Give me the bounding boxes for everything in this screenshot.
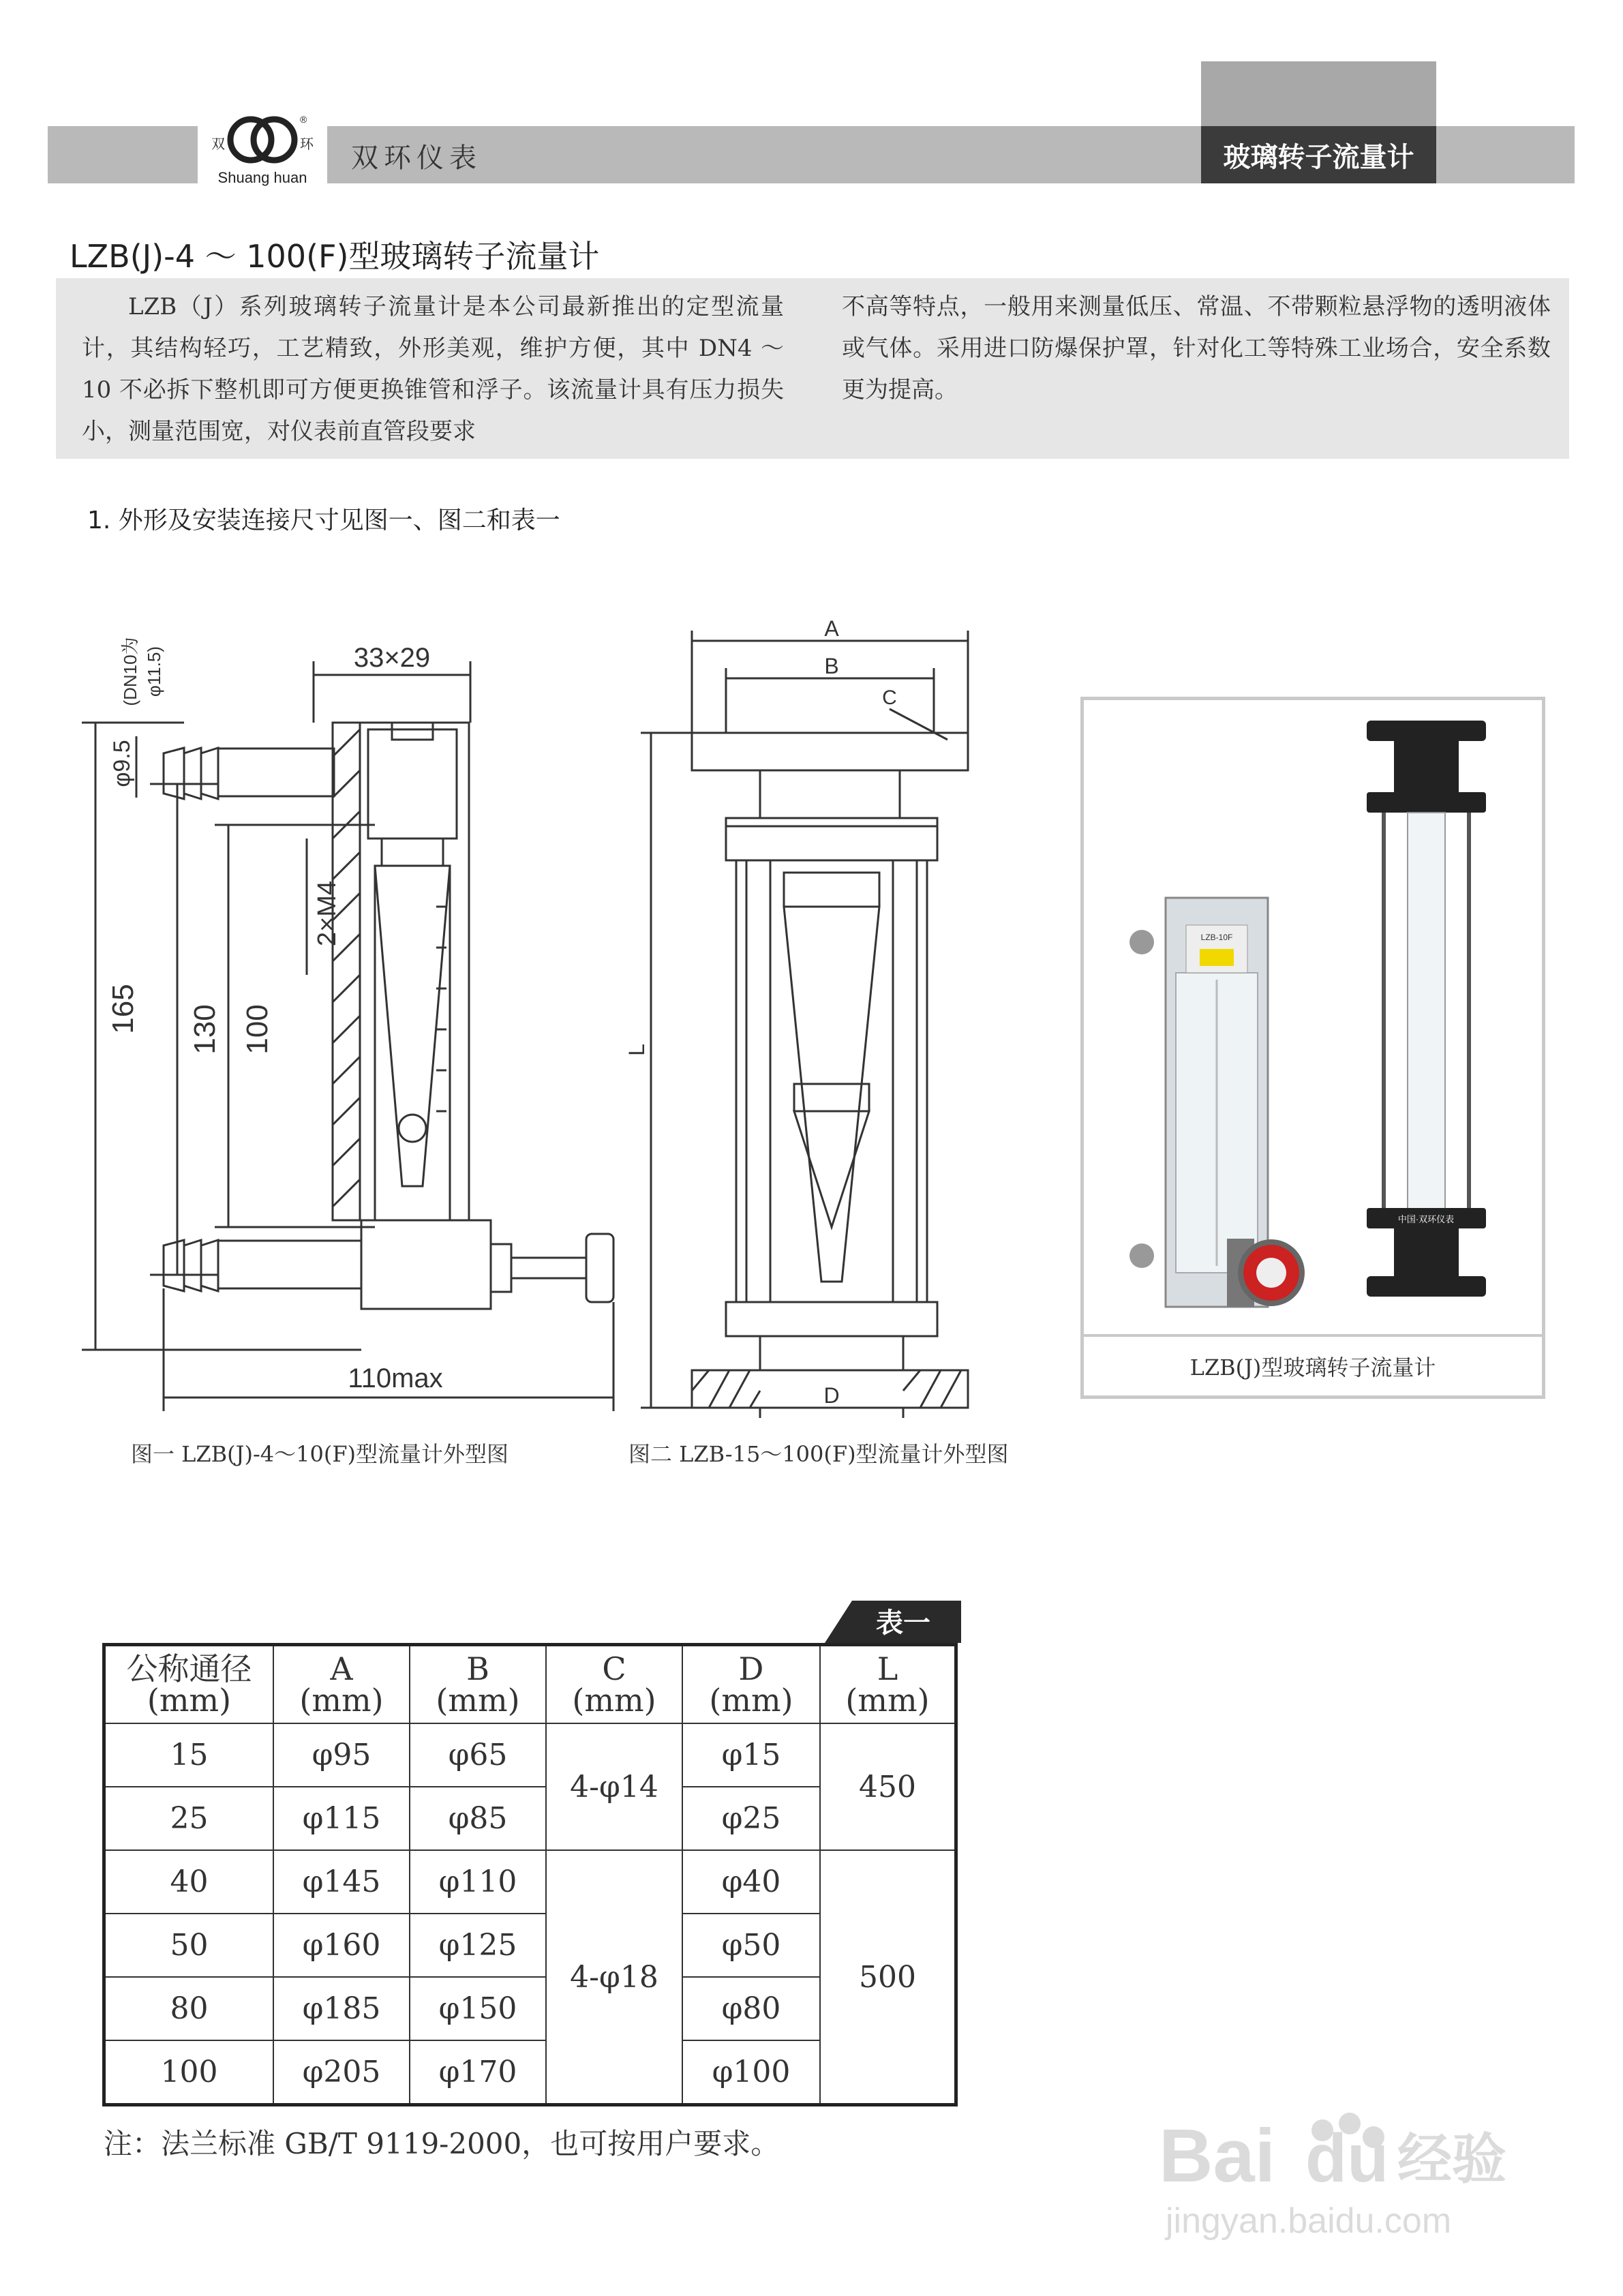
cell: φ50 (682, 1914, 820, 1977)
table-tag-label: 表一 (876, 1608, 930, 1638)
large-meter-label: 中国·双环仪表 (1397, 1214, 1455, 1224)
logo-left-char: 双 (211, 137, 225, 152)
cell: φ125 (410, 1914, 546, 1977)
cell-l-group1: 450 (820, 1723, 956, 1850)
cell: 25 (104, 1787, 274, 1850)
cell: 100 (104, 2040, 274, 2105)
figure1-drawing (55, 620, 613, 1432)
dim-thread: 2×M4 (313, 880, 342, 947)
cell-c-group2: 4-φ18 (546, 1850, 682, 2105)
cell: φ205 (273, 2040, 410, 2105)
document-title: LZB(J)-4 ～ 100(F)型玻璃转子流量计 (70, 238, 600, 275)
dim-d: D (823, 1383, 840, 1408)
cell: φ80 (682, 1977, 820, 2040)
logo-latin: Shuang huan (217, 169, 307, 186)
dim-width: 110max (348, 1363, 443, 1393)
cell: φ95 (273, 1723, 410, 1787)
header-d: D (mm) (682, 1645, 820, 1724)
logo-right-char: 环 (300, 137, 314, 152)
dim-b: B (824, 654, 839, 678)
table-note: 注：法兰标准 GB/T 9119-2000，也可按用户要求。 (104, 2127, 780, 2160)
logo-rings-icon (198, 102, 327, 190)
watermark-brand: Bai (1159, 2114, 1276, 2198)
cell: φ185 (273, 1977, 410, 2040)
header-b: B (mm) (410, 1645, 546, 1724)
dim-100: 100 (241, 1004, 274, 1055)
watermark-brand2: du (1305, 2120, 1389, 2196)
category-tag: 玻璃转子流量计 (1201, 126, 1436, 183)
cell-l-group2: 500 (820, 1850, 956, 2105)
header-dn: 公称通径 (mm) (104, 1645, 274, 1724)
cell: φ160 (273, 1914, 410, 1977)
table-tag (825, 1601, 961, 1643)
cell: φ115 (273, 1787, 410, 1850)
spec-table (102, 1643, 958, 2106)
figure1-caption: 图一 LZB(J)-4～10(F)型流量计外型图 (131, 1441, 509, 1467)
table-row (104, 1723, 956, 1787)
cell: φ25 (682, 1787, 820, 1850)
intro-paragraph-left: LZB（J）系列玻璃转子流量计是本公司最新推出的定型流量计，其结构轻巧，工艺精致，外形美观，维护方便，其中 DN4 ～ 10 不必拆下整机即可方便更换锥管和浮子。该流量计具有压力损失小，测量范围宽，对仪表前直管段要求 (82, 293, 784, 445)
cell: φ85 (410, 1787, 546, 1850)
product-photo-frame (1080, 697, 1545, 1399)
header-a: A (mm) (273, 1645, 410, 1724)
cell: 15 (104, 1723, 274, 1787)
dim-dn-phi: φ11.5) (144, 646, 164, 697)
cell: 80 (104, 1977, 274, 2040)
table-row (104, 1850, 956, 1914)
photo-caption: LZB(J)型玻璃转子流量计 (1084, 1334, 1542, 1395)
baidu-paw-icon (1152, 2093, 1534, 2250)
figure2-drawing (624, 614, 982, 1418)
header-tag-block (1201, 61, 1436, 130)
small-meter-label: LZB-10F (1200, 933, 1233, 942)
svg-text:®: ® (300, 114, 307, 125)
dim-l: L (624, 1044, 649, 1056)
cell: φ110 (410, 1850, 546, 1914)
logo (198, 102, 327, 190)
cell: φ145 (273, 1850, 410, 1914)
cell: φ170 (410, 2040, 546, 2105)
dim-dn: (DN10为 (120, 637, 140, 706)
cell-c-group1: 4-φ14 (546, 1723, 682, 1850)
dim-a: A (824, 616, 839, 641)
cell: φ40 (682, 1850, 820, 1914)
cell: φ100 (682, 2040, 820, 2105)
section-heading: 1. 外形及安装连接尺寸见图一、图二和表一 (87, 507, 560, 534)
brand-name: 双环仪表 (351, 142, 482, 174)
cell: φ15 (682, 1723, 820, 1787)
header-c: C (mm) (546, 1645, 682, 1724)
table-header-row (104, 1645, 956, 1724)
dim-top: 33×29 (353, 643, 431, 673)
dim-nozzle: φ9.5 (109, 740, 135, 787)
cell: 50 (104, 1914, 274, 1977)
watermark (1152, 2093, 1534, 2250)
dim-165: 165 (106, 984, 140, 1034)
dim-130: 130 (188, 1004, 222, 1055)
cell: φ150 (410, 1977, 546, 2040)
watermark-url: jingyan.baidu.com (1166, 2201, 1452, 2241)
product-photo (1084, 700, 1542, 1334)
header-l: L (mm) (820, 1645, 956, 1724)
cell: 40 (104, 1850, 274, 1914)
intro-paragraph-right: 不高等特点，一般用来测量低压、常温、不带颗粒悬浮物的透明液体或气体。采用进口防爆保护罩，针对化工等特殊工业场合，安全系数更为提高。 (842, 293, 1551, 404)
figure2-caption: 图二 LZB-15～100(F)型流量计外型图 (628, 1441, 1009, 1467)
cell: φ65 (410, 1723, 546, 1787)
dim-c: C (882, 686, 897, 709)
watermark-suffix: 经验 (1397, 2129, 1506, 2190)
